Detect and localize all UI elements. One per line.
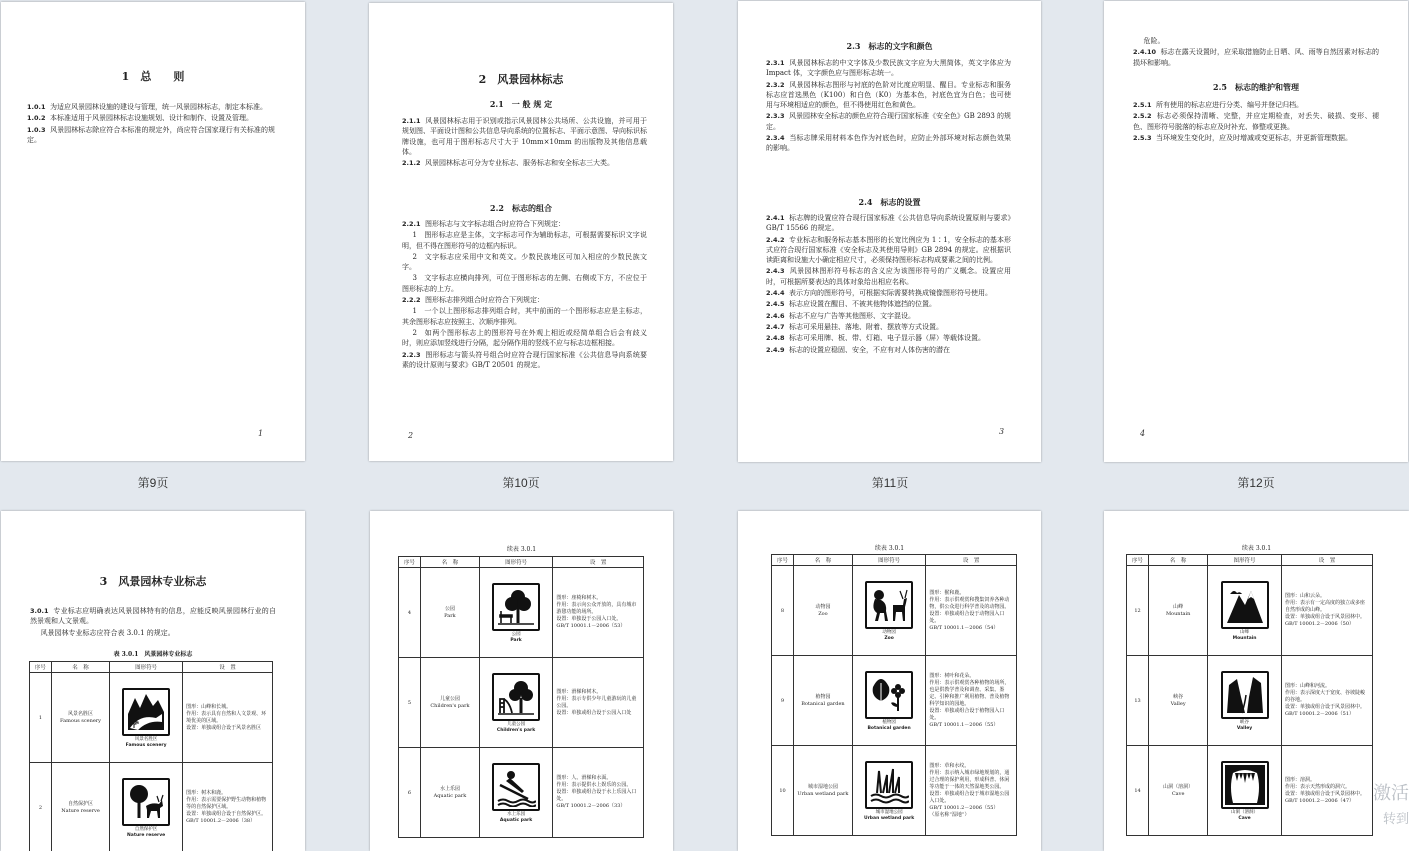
clause-paragraph — [766, 213, 1011, 234]
pictogram-caption-en: Zoo — [853, 636, 926, 642]
row-number: 2 — [30, 763, 52, 851]
clause-number: 3.0.1 — [30, 607, 51, 615]
clause-text: 图形标志与文字标志组合时应符合下列规定： — [423, 220, 565, 228]
sign-name-cn: 山洞（溶洞） — [1149, 784, 1207, 791]
clause-paragraph — [766, 311, 1011, 321]
clause-text: 2 如两个图形标志上的图形符号在外观上相近或经简单组合后会有歧义时，则应添加竖线进行分隔，起分隔作用的竖线不应与标志边框相接。 — [402, 329, 647, 347]
setting-description: 图形：溶洞。 作用：表示天然形成的洞穴。 设置：单独或组合设于风景园林中。 GB/T 10001.2－2006（47） — [1281, 746, 1372, 836]
pictogram-caption-en: Mountain — [1208, 636, 1281, 642]
table-header-row — [772, 555, 1017, 566]
sign-name-cn: 城市湿地公园 — [794, 784, 852, 791]
column-header: 设 置 — [926, 555, 1017, 566]
column-header: 设 置 — [183, 662, 273, 673]
clause-paragraph — [1133, 100, 1379, 110]
row-number: 8 — [772, 566, 794, 656]
sign-name-en: Mountain — [1149, 611, 1207, 618]
sign-name-cell — [794, 566, 853, 656]
zoo-icon — [865, 581, 913, 629]
column-header: 设 置 — [1281, 555, 1372, 566]
clause-paragraph — [402, 219, 647, 229]
clause-paragraph — [766, 299, 1011, 309]
pictogram-caption-cn: 山峰 — [1208, 630, 1281, 636]
clause-paragraph — [766, 58, 1011, 79]
clause-number: 2.4.9 — [766, 346, 787, 354]
clause-number: 2.4.10 — [1133, 48, 1158, 56]
clause-paragraph — [30, 606, 276, 627]
page-number: 2 — [408, 431, 413, 440]
clause-text: 风景园林标志除应符合本标准的规定外，尚应符合国家现行有关标准的规定。 — [27, 126, 275, 144]
clause-paragraph — [766, 133, 1011, 154]
row-number: 9 — [772, 656, 794, 746]
clause-text: 标志必须保持清晰、完整，并应定期检查，对丢失、破损、变形、褪色、图形符号脱落的标志应及时补充、修整或更换。 — [1133, 112, 1379, 130]
clause-number: 1.0.1 — [27, 103, 48, 111]
table-title: 续表 3.0.1 — [370, 544, 673, 553]
document-page-10[interactable] — [369, 3, 673, 461]
document-page-9[interactable] — [1, 2, 305, 461]
chapter-title: 1 总 则 — [1, 68, 305, 84]
clause-paragraph — [766, 333, 1011, 343]
table-header-row — [30, 662, 273, 673]
sign-name-cell — [421, 568, 480, 658]
clause-text: 标志应设置在醒目、不被其他物体遮挡的位置。 — [787, 300, 936, 308]
clause-paragraph — [1133, 36, 1379, 46]
clause-number: 2.4.5 — [766, 300, 787, 308]
clause-text: 2 文字标志应采用中文和英文。少数民族地区可加入相应的少数民族文字。 — [402, 253, 647, 271]
table-row — [30, 673, 273, 763]
document-page-13[interactable] — [1, 511, 305, 851]
setting-description: 图形：滑梯和树木。 作用：表示专供少年儿童游玩的儿童公园。 设置：单独或组合设于公园入口处 — [553, 658, 644, 748]
column-header: 名 称 — [421, 557, 480, 568]
clause-text: 1 一个以上图形标志排列组合时，其中前面的一个图形标志应是主标志，其余图形标志应按照主、次顺序排列。 — [402, 307, 647, 325]
document-page-15[interactable] — [738, 511, 1041, 851]
clause-number: 2.4.2 — [766, 236, 787, 244]
pictogram-cell — [479, 658, 553, 748]
column-header: 序号 — [772, 555, 794, 566]
clause-number: 2.2.2 — [402, 296, 423, 304]
mountain-icon — [1221, 581, 1269, 629]
pictogram-caption-cn: 自然保护区 — [110, 827, 182, 833]
pictogram-caption-en: Nature reserve — [110, 833, 182, 839]
sign-name-en: Cave — [1149, 791, 1207, 798]
column-header: 图形符号 — [1208, 555, 1282, 566]
clause-text: 图形标志排列组合时应符合下列规定： — [423, 296, 544, 304]
sign-name-cell — [1149, 746, 1208, 836]
page-caption-11: 第11页 — [738, 474, 1042, 491]
clause-paragraph — [402, 295, 647, 305]
pictogram-cell — [852, 566, 926, 656]
clause-number: 2.3.4 — [766, 134, 787, 142]
clause-text: 所有使用的标志应进行分类、编号并登记归档。 — [1154, 101, 1303, 109]
row-number: 4 — [399, 568, 421, 658]
pictogram-caption-en: Urban wetland park — [853, 816, 926, 822]
clause-number: 2.4.8 — [766, 334, 787, 342]
column-header: 设 置 — [553, 557, 644, 568]
activation-watermark-sub: 转到 — [1383, 808, 1409, 827]
pictogram-caption-en: Valley — [1208, 726, 1281, 732]
row-number: 1 — [30, 673, 52, 763]
clause-text: 为适应风景园林设施的建设与管理，统一风景园林标志，制定本标准。 — [48, 103, 267, 111]
table-row — [399, 568, 644, 658]
pictogram-caption-en: Children's park — [480, 728, 553, 734]
column-header: 名 称 — [1149, 555, 1208, 566]
page-body — [402, 116, 647, 169]
page-body — [1133, 100, 1379, 144]
pictogram-caption-en: Aquatic park — [480, 818, 553, 824]
clause-number: 2.4.1 — [766, 214, 787, 222]
table-row — [772, 746, 1017, 836]
pictogram-cell — [479, 568, 553, 658]
sign-name-en: Valley — [1149, 701, 1207, 708]
pictogram-caption-cn: 风景名胜区 — [110, 737, 182, 743]
page-caption-12: 第12页 — [1104, 474, 1408, 491]
chapter-title: 2 风景园林标志 — [369, 71, 673, 87]
row-number: 6 — [399, 748, 421, 838]
document-page-11[interactable] — [738, 1, 1041, 462]
page-caption-10: 第10页 — [369, 474, 673, 491]
pictogram-cell — [479, 748, 553, 838]
section-title: 2.3 标志的文字和颜色 — [738, 41, 1041, 52]
clause-text: 风景园林标志用于识别或指示风景园林公共场所、公共设施，并可用于规划图、平面设计图和公共信息导向系统的位置标志、平面示意图、导向标识标牌设施，也可用于图形标志尺寸大于 10mm×10mm 的出版物及其他信息载体。 — [402, 117, 647, 156]
sign-name-cn: 公园 — [421, 606, 479, 613]
clause-text: 风景园林专业标志应符合表 3.0.1 的规定。 — [41, 629, 175, 637]
row-number: 10 — [772, 746, 794, 836]
pictogram-caption-cn: 峡谷 — [1208, 720, 1281, 726]
nature-reserve-icon — [122, 778, 170, 826]
sign-name-cell — [421, 658, 480, 748]
table-row — [399, 748, 644, 838]
table-row — [1127, 566, 1373, 656]
column-header: 序号 — [1127, 555, 1149, 566]
pictogram-caption-cn: 城市湿地公园 — [853, 810, 926, 816]
table-row — [1127, 746, 1373, 836]
clause-paragraph — [766, 111, 1011, 132]
clause-text: 风景园林标志图形与衬底的色阶对比度应明显、醒目。专业标志和服务标志应首选黑色（K100）和白色（K0）为基本色，衬底色宜为白色；也可使用与环境相适应的颜色，但不得使用红色和黄色。 — [766, 81, 1011, 110]
symbol-table — [1126, 554, 1373, 836]
row-number: 14 — [1127, 746, 1149, 836]
sign-name-en: Nature reserve — [52, 808, 109, 815]
clause-paragraph — [402, 116, 647, 157]
sign-name-cell — [794, 746, 853, 836]
page-body — [402, 219, 647, 371]
sign-name-en: Zoo — [794, 611, 852, 618]
pictogram-caption-en: Cave — [1208, 816, 1281, 822]
document-page-16[interactable] — [1104, 511, 1409, 851]
sign-name-cell — [51, 763, 109, 851]
clause-paragraph — [1133, 111, 1379, 132]
clause-paragraph — [402, 273, 647, 294]
botanical-garden-icon — [865, 671, 913, 719]
pictogram-cell — [110, 673, 183, 763]
clause-paragraph — [27, 113, 275, 123]
sign-name-cn: 儿童公园 — [421, 696, 479, 703]
section-title: 2.5 标志的维护和管理 — [1104, 82, 1408, 93]
clause-text: 危险。 — [1144, 37, 1165, 45]
sign-name-cell — [794, 656, 853, 746]
sign-name-cn: 自然保护区 — [52, 801, 109, 808]
sign-name-cn: 植物园 — [794, 694, 852, 701]
clause-number: 2.5.3 — [1133, 134, 1154, 142]
symbol-table — [771, 554, 1017, 836]
table-title: 表 3.0.1 风景园林专业标志 — [1, 649, 305, 658]
table-title: 续表 3.0.1 — [1104, 543, 1409, 552]
pictogram-cell — [852, 746, 926, 836]
pictogram-caption-en: Park — [480, 638, 553, 644]
sign-name-cn: 动物园 — [794, 604, 852, 611]
section-title: 2.2 标志的组合 — [369, 203, 673, 214]
clause-number: 2.5.1 — [1133, 101, 1154, 109]
clause-number: 1.0.2 — [27, 114, 48, 122]
symbol-table — [29, 661, 273, 851]
column-header: 名 称 — [794, 555, 853, 566]
column-header: 图形符号 — [479, 557, 553, 568]
pictogram-cell — [852, 656, 926, 746]
clause-paragraph — [30, 628, 276, 638]
clause-text: 本标准适用于风景园林标志设施规划、设计和制作、设置及管理。 — [48, 114, 253, 122]
symbol-table — [398, 556, 644, 838]
cave-icon — [1221, 761, 1269, 809]
page-body — [1133, 36, 1379, 69]
clause-paragraph — [402, 328, 647, 349]
section-title: 2.1 一 般 规 定 — [369, 99, 673, 110]
setting-description: 图形：树叶和花朵。 作用：表示供观赏各种植物的场所，也是供教学普及和调查、采集、鉴定、引种和推广利用植物、普及植物科学知识的园地。 设置：单独或组合设于植物园入口处。 GB/T 10001.1－2006（55） — [926, 656, 1017, 746]
clause-paragraph — [766, 322, 1011, 332]
column-header: 图形符号 — [110, 662, 183, 673]
sign-name-cell — [1149, 656, 1208, 746]
page-body — [30, 606, 276, 639]
pictogram-caption-en: Famous scenery — [110, 743, 182, 749]
clause-paragraph — [402, 306, 647, 327]
page-number: 3 — [999, 427, 1004, 436]
setting-description: 图形：山和云朵。 作用：表示有一定高度的独立或多座自然形成的山峰。 设置：单独或组合设于风景园林中。 GB/T 10001.2－2006（50） — [1281, 566, 1372, 656]
table-header-row — [399, 557, 644, 568]
pictogram-caption-cn: 动物园 — [853, 630, 926, 636]
clause-paragraph — [766, 345, 1011, 355]
sign-name-en: Famous scenery — [52, 718, 109, 725]
valley-icon — [1221, 671, 1269, 719]
document-page-12[interactable] — [1104, 1, 1408, 462]
clause-paragraph — [1133, 47, 1379, 68]
park-icon — [492, 583, 540, 631]
clause-number: 2.3.3 — [766, 112, 787, 120]
table-row — [772, 566, 1017, 656]
table-row — [30, 763, 273, 851]
pictogram-cell — [1208, 746, 1282, 836]
sign-name-cn: 峡谷 — [1149, 694, 1207, 701]
row-number: 5 — [399, 658, 421, 748]
clause-paragraph — [766, 235, 1011, 266]
chapter-title: 3 风景园林专业标志 — [1, 573, 305, 589]
clause-paragraph — [1133, 133, 1379, 143]
setting-description: 图形：人、滑梯和水面。 作用：表示提供水上娱乐的公园。 设置：单独或组合设于水上乐园入口处。 GB/T 10001.2－2006（33） — [553, 748, 644, 838]
clause-paragraph — [766, 80, 1011, 111]
scenery-icon — [122, 688, 170, 736]
clause-text: 图形标志与箭头符号组合时应符合现行国家标准《公共信息导向系统要素的设计原则与要求》GB/T 20501 的规定。 — [402, 351, 647, 369]
table-header-row — [1127, 555, 1373, 566]
clause-paragraph — [766, 288, 1011, 298]
table-row — [1127, 656, 1373, 746]
page-body — [27, 102, 275, 146]
clause-text: 专业标志和服务标志基本图形的长宽比例应为 1∶1，安全标志的基本形式应符合现行国家标准《安全标志及其使用导则》GB 2894 的规定。应根据识读距离和设施大小确定相应尺寸，必须保持图形标志构成要素之间的比例。 — [766, 236, 1011, 265]
childrens-park-icon — [492, 673, 540, 721]
pictogram-cell — [110, 763, 183, 851]
sign-name-en: Children's park — [421, 703, 479, 710]
clause-number: 2.4.4 — [766, 289, 787, 297]
pictogram-caption-cn: 公园 — [480, 632, 553, 638]
clause-text: 标志在露天设置时，应采取措施防止日晒、风、雨等自然因素对标志的损坏和影响。 — [1133, 48, 1379, 66]
sign-name-cell — [421, 748, 480, 838]
pictogram-caption-en: Botanical garden — [853, 726, 926, 732]
clause-text: 标志的设置应稳固、安全，不应有对人体伤害的潜在 — [787, 346, 950, 354]
column-header: 序号 — [30, 662, 52, 673]
clause-number: 2.1.1 — [402, 117, 423, 125]
setting-description: 图形：树木和鹿。 作用：表示需要保护野生动物和植物等的自然保护区域。 设置：单独或组合设于自然保护区。 GB/T 10001.2－2006（38） — [183, 763, 273, 851]
pictogram-caption-cn: 儿童公园 — [480, 722, 553, 728]
clause-paragraph — [766, 266, 1011, 287]
aquatic-park-icon — [492, 763, 540, 811]
pictogram-caption-cn: 山洞（溶洞） — [1208, 810, 1281, 816]
sign-name-en: Urban wetland park — [794, 791, 852, 798]
clause-number: 2.2.1 — [402, 220, 423, 228]
clause-text: 标志可采用牌、板、带、灯箱、电子显示器（屏）等载体设置。 — [787, 334, 985, 342]
page-body — [766, 58, 1011, 155]
pictogram-caption-cn: 植物园 — [853, 720, 926, 726]
setting-description: 图形：山峰和河流。 作用：表示深度大于宽度、谷坡陡峻的谷地。 设置：单独或组合设于风景园林中。 GB/T 10001.2－2006（51） — [1281, 656, 1372, 746]
clause-paragraph — [402, 230, 647, 251]
clause-text: 标志不应与广告等其他图形、文字混设。 — [787, 312, 915, 320]
table-row — [772, 656, 1017, 746]
clause-text: 当环境发生变化时，应及时增减或变更标志，并更新管理数据。 — [1154, 134, 1352, 142]
clause-text: 标志可采用悬挂、落地、附着、摆放等方式设置。 — [787, 323, 943, 331]
clause-paragraph — [27, 125, 275, 146]
table-title: 续表 3.0.1 — [738, 543, 1041, 552]
clause-text: 风景园林标志的中文字体及少数民族文字应为大黑简体，英文字体应为 Impact 体，文字颜色应与图形标志统一。 — [766, 59, 1011, 77]
row-number: 12 — [1127, 566, 1149, 656]
pictogram-caption-cn: 水上乐园 — [480, 812, 553, 818]
clause-number: 2.2.3 — [402, 351, 423, 359]
clause-number: 2.1.2 — [402, 159, 423, 167]
page-body — [766, 213, 1011, 356]
clause-number: 2.5.2 — [1133, 112, 1154, 120]
clause-number: 2.3.2 — [766, 81, 787, 89]
clause-text: 专业标志应明确表达风景园林特有的信息，应能反映风景园林行业的自然景观和人文景观。 — [30, 607, 276, 625]
clause-number: 1.0.3 — [27, 126, 48, 134]
sign-name-en: Aquatic park — [421, 793, 479, 800]
clause-text: 3 文字标志应横向排列，可位于图形标志的左侧、右侧或下方，不应位于图形标志的上方。 — [402, 274, 647, 292]
activation-watermark: 激活 — [1373, 783, 1409, 805]
clause-text: 风景园林图形符号标志的含义应为该图形符号的广义概念。设置应用时，可根据所要表达的具体对象给出相应名称。 — [766, 267, 1011, 285]
section-title: 2.4 标志的设置 — [738, 197, 1041, 208]
clause-number: 2.3.1 — [766, 59, 787, 67]
clause-paragraph — [402, 158, 647, 168]
clause-text: 风景园林标志可分为专业标志、服务标志和安全标志三大类。 — [423, 159, 614, 167]
sign-name-cn: 风景名胜区 — [52, 711, 109, 718]
wetland-icon — [865, 761, 913, 809]
page-number: 1 — [258, 429, 263, 438]
clause-text: 标志牌的设置应符合现行国家标准《公共信息导向系统设置原则与要求》GB/T 15566 的规定。 — [766, 214, 1011, 232]
clause-paragraph — [402, 252, 647, 273]
setting-description: 图形：猴和鹿。 作用：表示供观赏和搜集饲养各种动物，供公众进行科学普及的动物园。 设置：单独或组合设于动物园入口处。 GB/T 10001.1－2006（54） — [926, 566, 1017, 656]
setting-description: 图形：山峰和长城。 作用：表示具有自然和人文景观、环境优美的区域。 设置：单独或组合设于风景名胜区 — [183, 673, 273, 763]
pictogram-cell — [1208, 656, 1282, 746]
page-caption-9: 第9页 — [1, 474, 305, 491]
clause-paragraph — [27, 102, 275, 112]
sign-name-en: Park — [421, 613, 479, 620]
sign-name-cn: 山峰 — [1149, 604, 1207, 611]
clause-number: 2.4.6 — [766, 312, 787, 320]
column-header: 序号 — [399, 557, 421, 568]
setting-description: 图形：草和水纹。 作用：表示纳入城市绿地规划的，通过合理的保护利用，形成科普、休闲等功能于一体的天然湿地类公园。 设置：单独或组合设于城市湿地公园入口处。 GB/T 10001.2－2006（55） （原名称“湿地”） — [926, 746, 1017, 836]
sign-name-cell — [51, 673, 109, 763]
clause-number: 2.4.7 — [766, 323, 787, 331]
clause-text: 风景园林安全标志的颜色应符合现行国家标准《安全色》GB 2893 的规定。 — [766, 112, 1011, 130]
clause-text: 1 图形标志应是主体，文字标志可作为辅助标志，可根据需要标识文字说明，但不得在图形符号的边框内标识。 — [402, 231, 647, 249]
clause-text: 表示方向的图形符号，可根据实际需要转换成镜像图形符号使用。 — [787, 289, 992, 297]
setting-description: 图形：座椅和树木。 作用：表示向公众开放的，具有城市游憩功能的场所。 设置：单独设于公园入口处。 GB/T 10001.1－2006（53） — [553, 568, 644, 658]
clause-paragraph — [402, 350, 647, 371]
column-header: 名 称 — [51, 662, 109, 673]
document-page-14[interactable] — [370, 511, 673, 851]
column-header: 图形符号 — [852, 555, 926, 566]
row-number: 13 — [1127, 656, 1149, 746]
page-number: 4 — [1140, 429, 1145, 438]
clause-text: 当标志牌采用材料本色作为衬底色时，应防止外部环境对标志颜色效果的影响。 — [766, 134, 1011, 152]
sign-name-cell — [1149, 566, 1208, 656]
sign-name-cn: 水上乐园 — [421, 786, 479, 793]
table-row — [399, 658, 644, 748]
sign-name-en: Botanical garden — [794, 701, 852, 708]
pictogram-cell — [1208, 566, 1282, 656]
clause-number: 2.4.3 — [766, 267, 787, 275]
